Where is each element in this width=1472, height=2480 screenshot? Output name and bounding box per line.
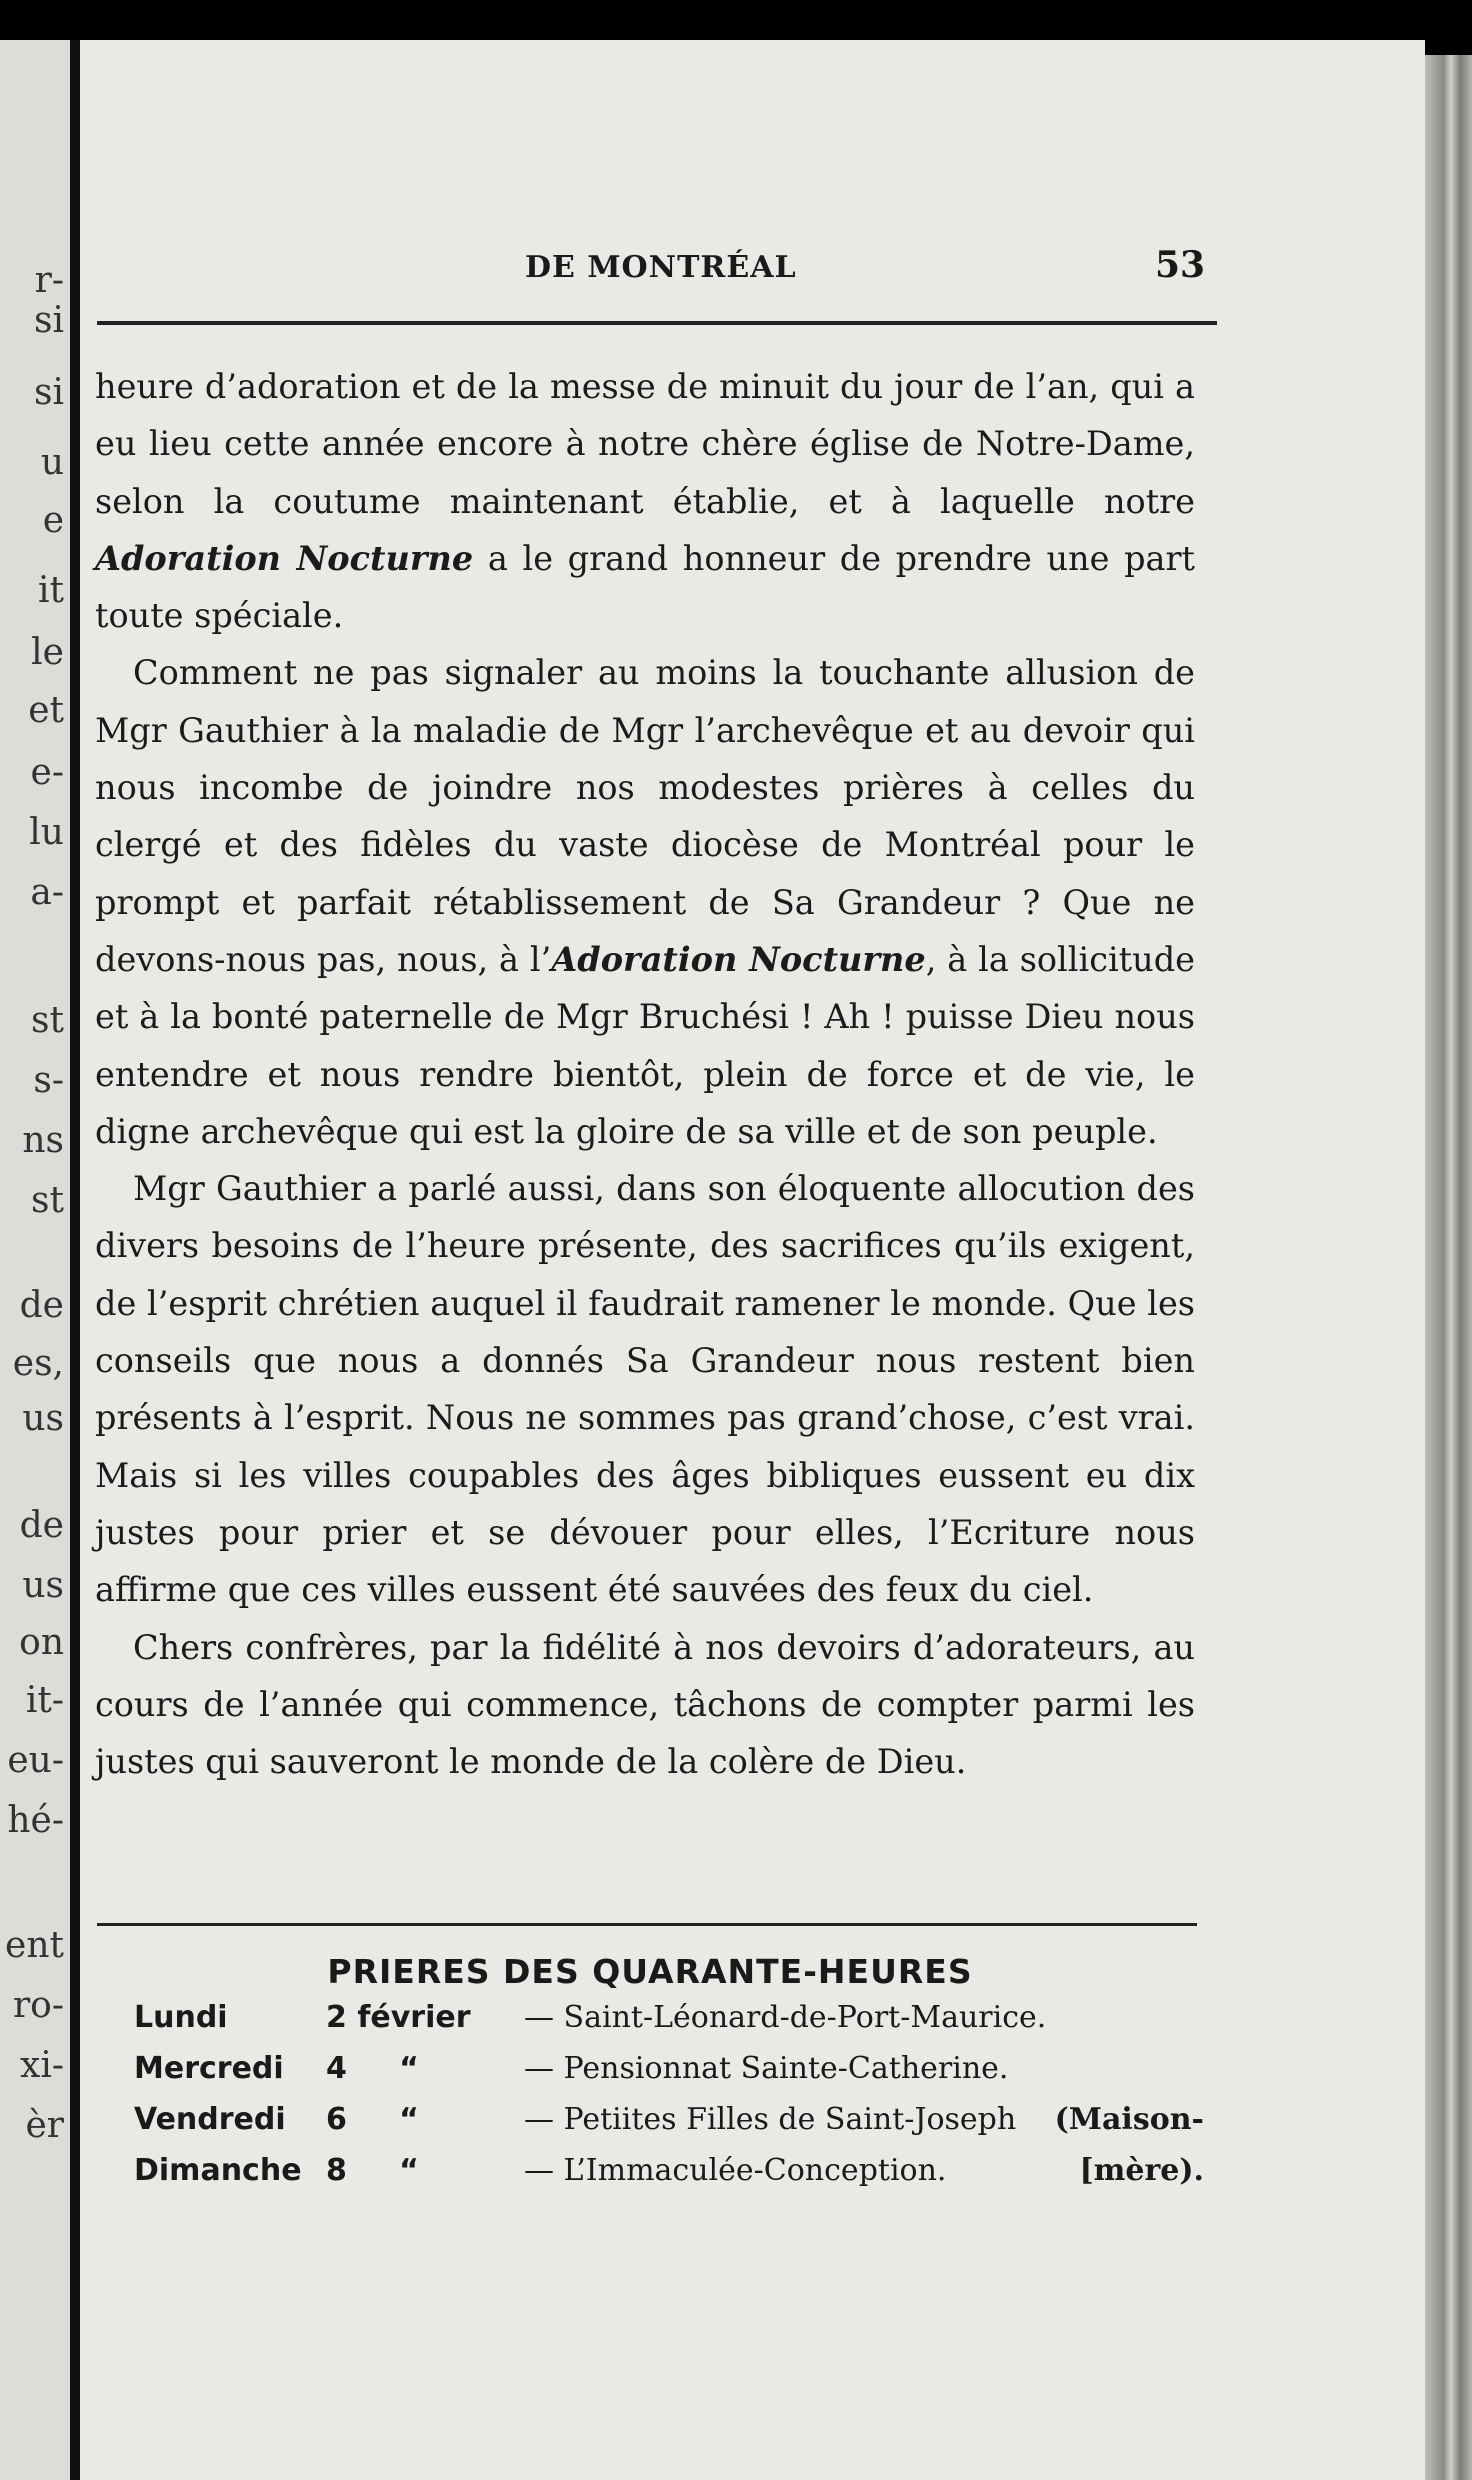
paragraph (95, 358, 1195, 644)
schedule-note: [mère). (1079, 2153, 1204, 2188)
adjacent-page-text-fragment: et (28, 690, 64, 731)
adjacent-page-text-fragment: st (31, 1180, 64, 1221)
adjacent-page-text-fragment: hé- (7, 1800, 64, 1841)
schedule-day: Mercredi (134, 2051, 284, 2086)
adjacent-page-text-fragment: si (34, 300, 64, 341)
page-header (80, 244, 1425, 300)
text-run: , à la sollicitude et à la bonté paternelle de Mgr Bruchési ! Ah ! puisse Dieu nous entendre et nous rendre bientôt, plein de force et de vie, le digne archevêque qui est la gloire de sa ville et de son peuple. (95, 939, 1195, 1151)
schedule-day: Vendredi (134, 2102, 286, 2137)
schedule-row (134, 2153, 1204, 2204)
adjacent-page-text-fragment: ns (22, 1120, 64, 1161)
book-page (80, 40, 1425, 2480)
header-rule (97, 321, 1217, 325)
schedule-place: — Pensionnat Sainte-Catherine. (524, 2051, 1009, 2086)
schedule-date: 6 “ (326, 2102, 419, 2137)
paragraph (95, 1619, 1195, 1791)
paragraph (95, 1160, 1195, 1618)
adjacent-page-text-fragment: eu- (7, 1740, 64, 1781)
text-run: Chers confrères, par la fidélité à nos devoirs d’adorateurs, au cours de l’année qui commence, tâchons de compter parmi les justes qui sauveront le monde de la colère de Dieu. (95, 1627, 1195, 1782)
schedule-date: 2 février (326, 2000, 471, 2035)
italic-run: Adoration Nocturne (95, 538, 474, 578)
adjacent-page-text-fragment: u (40, 442, 64, 483)
schedule-row (134, 2102, 1204, 2153)
adjacent-page-text-fragment: ent (5, 1925, 64, 1966)
adjacent-page-text-fragment: ro- (12, 1985, 64, 2026)
text-run: Mgr Gauthier a parlé aussi, dans son éloquente allocution des divers besoins de l’heure présente, des sacrifices qu’ils exigent, de l’esprit chrétien auquel il faudrait ramener le monde. Que les conseils que nous a donnés Sa Grandeur nous restent bien présents à l’esprit. Nous ne sommes pas grand’chose, c’est vrai. Mais si les villes coupables des âges bibliques eussent eu dix justes pour prier et se dévouer pour elles, l’Ecriture nous affirme que ces villes eussent été sauvées des feux du ciel. (95, 1169, 1195, 1610)
adjacent-page-text-fragment: e (42, 500, 64, 541)
adjacent-page-text-fragment: de (19, 1285, 64, 1326)
adjacent-page-text-fragment: it (38, 570, 64, 611)
adjacent-page-text-fragment: lu (29, 812, 64, 853)
adjacent-page-text-fragment: it- (25, 1680, 64, 1721)
adjacent-page-text-fragment: on (19, 1622, 64, 1663)
adjacent-page-text-fragment: st (31, 1000, 64, 1041)
section-rule (97, 1923, 1197, 1926)
italic-run: Adoration Nocturne (551, 939, 926, 979)
adjacent-page-text-fragment: es, (12, 1343, 64, 1384)
body-text (95, 358, 1195, 1790)
adjacent-page-text-fragment: a- (30, 872, 64, 913)
schedule-date: 8 “ (326, 2153, 419, 2188)
adjacent-page-text-fragment: s- (33, 1060, 64, 1101)
adjacent-page-text-fragment: xi- (20, 2045, 64, 2086)
adjacent-page-text-fragment: r- (34, 260, 64, 301)
running-title: DE MONTRÉAL (525, 250, 797, 285)
schedule-list (134, 2000, 1204, 2204)
adjacent-page-text-fragment: si (34, 372, 64, 413)
adjacent-page-text-fragment: us (22, 1565, 64, 1606)
text-run: a le grand honneur de prendre une part toute spéciale. (95, 538, 1195, 636)
schedule-row (134, 2000, 1204, 2051)
schedule-note: (Maison- (1054, 2102, 1204, 2137)
adjacent-page-text-fragment: de (19, 1505, 64, 1546)
schedule-place: — Saint-Léonard-de-Port-Maurice. (524, 2000, 1047, 2035)
adjacent-page-text-fragment: e- (30, 752, 64, 793)
paragraph (95, 644, 1195, 1160)
schedule-row (134, 2051, 1204, 2102)
schedule-day: Lundi (134, 2000, 228, 2035)
text-run: heure d’adoration et de la messe de minuit du jour de l’an, qui a eu lieu cette année encore à notre chère église de Notre-Dame, selon la coutume maintenant établie, et à laquelle notre (95, 367, 1195, 521)
adjacent-page-text-fragment: us (22, 1398, 64, 1439)
schedule-place: — L’Immaculée-Conception. (524, 2153, 947, 2188)
book-gutter (70, 40, 80, 2480)
page-stack-edge (1425, 55, 1472, 2480)
adjacent-page-edge (0, 40, 70, 2480)
adjacent-page-text-fragment: le (31, 632, 64, 673)
text-run: Comment ne pas signaler au moins la touchante allusion de Mgr Gauthier à la maladie de Mgr l’archevêque et au devoir qui nous incombe de joindre nos modestes prières à celles du clergé et des fidèles du vaste diocèse de Montréal pour le prompt et parfait rétablissement de Sa Grandeur ? Que ne devons-nous pas, nous, à l’ (95, 653, 1195, 979)
schedule-date: 4 “ (326, 2051, 419, 2086)
adjacent-page-text-fragment: èr (25, 2105, 64, 2146)
page-number: 53 (1155, 244, 1206, 286)
schedule-day: Dimanche (134, 2153, 302, 2188)
schedule-title: PRIERES DES QUARANTE-HEURES (327, 1952, 973, 1991)
schedule-place: — Petiites Filles de Saint-Joseph (524, 2102, 1017, 2137)
